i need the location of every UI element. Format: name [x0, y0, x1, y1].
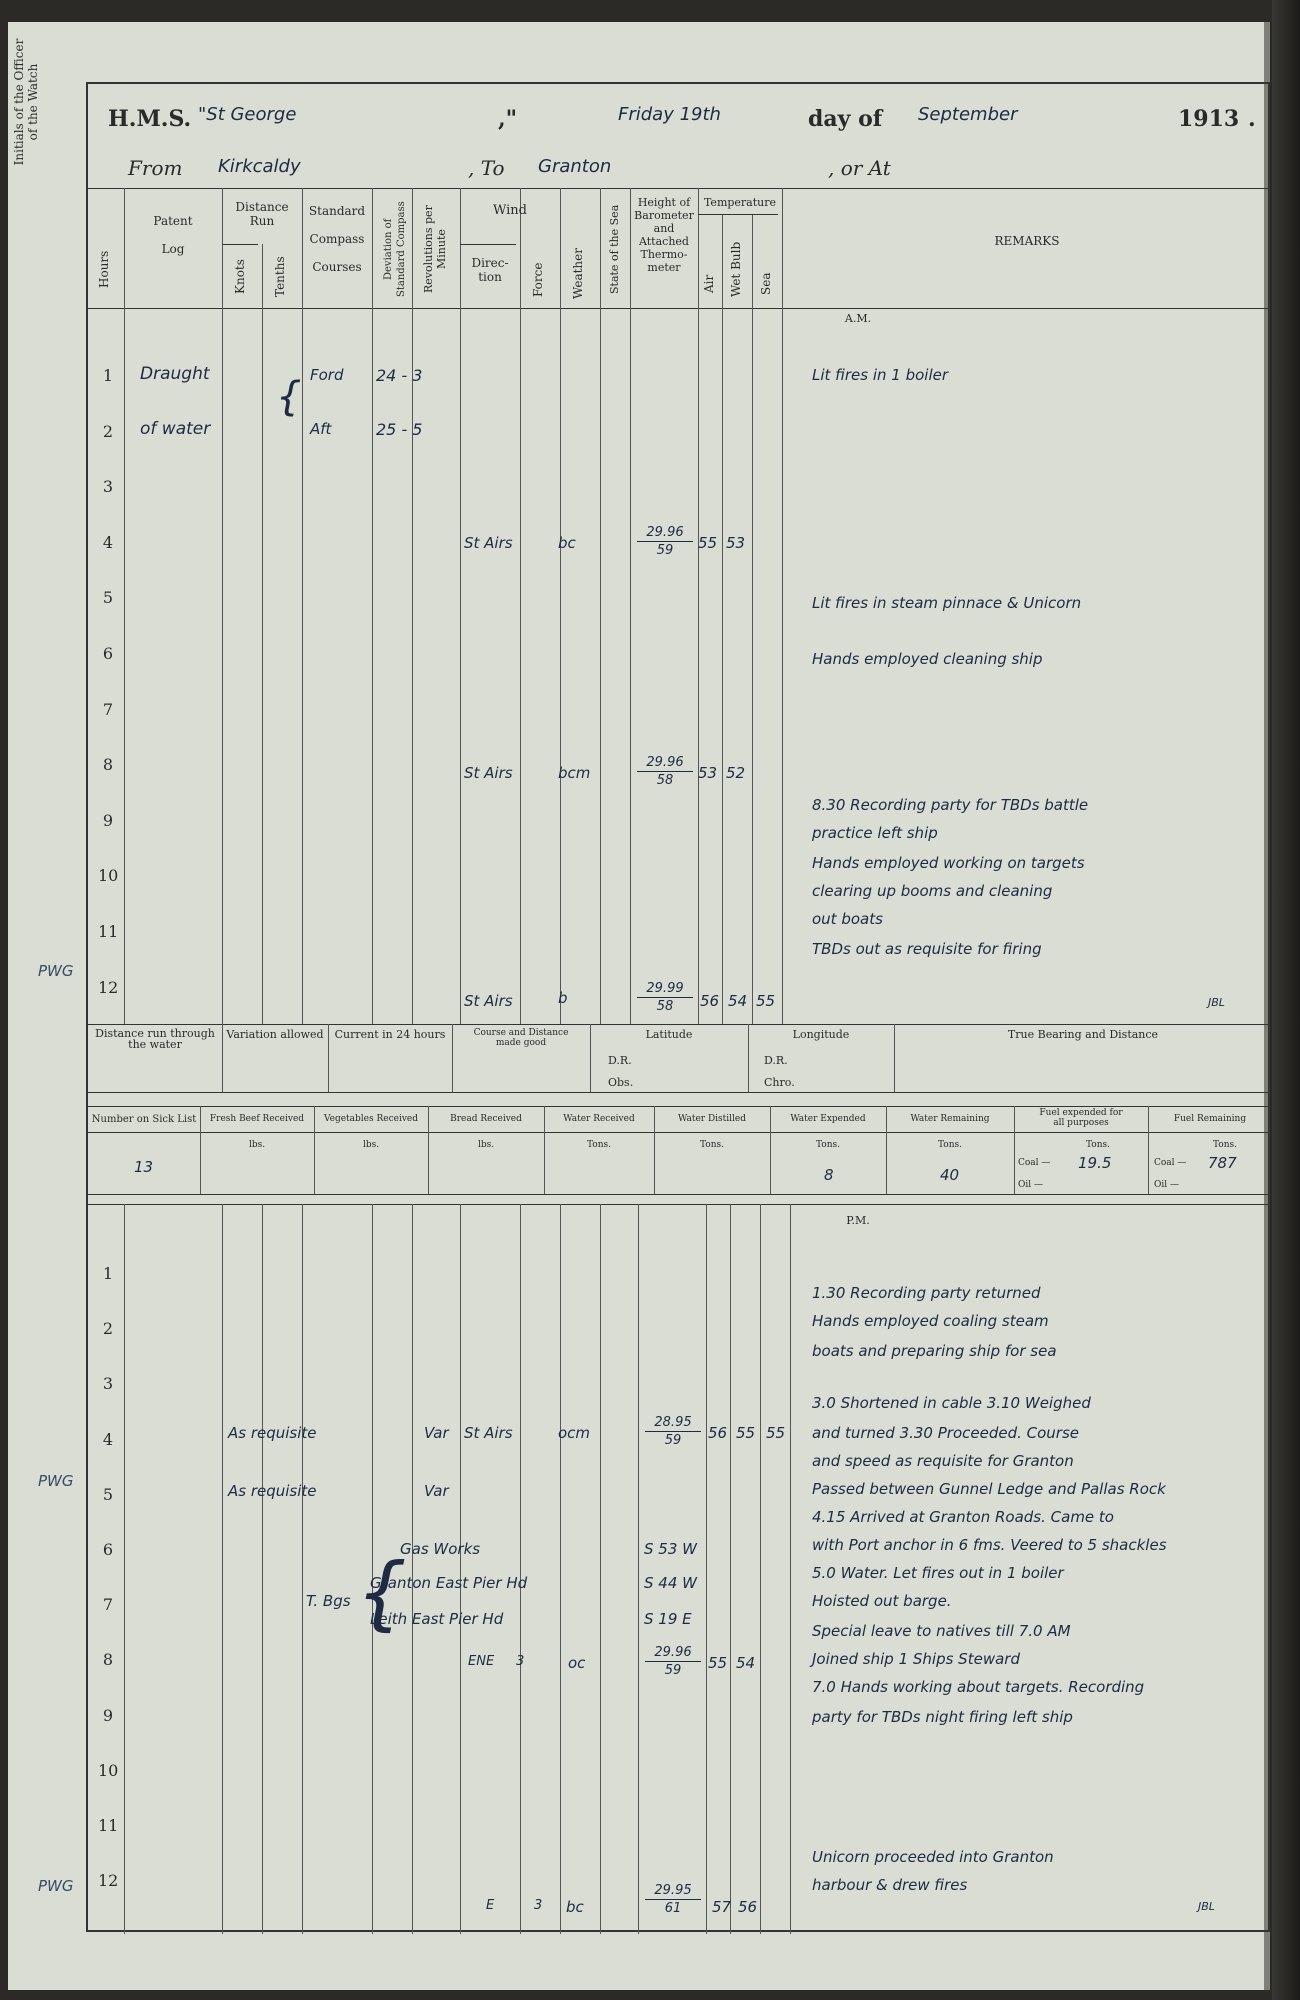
fuel-remaining-value: 787 — [1208, 1154, 1237, 1172]
hour-label: 8 — [102, 1650, 114, 1670]
am-water-label: of water — [140, 419, 211, 439]
pm-label: P.M. — [846, 1214, 870, 1227]
log-table: H.M.S. "St George ," Friday 19th day of September 1913 . From Kirkcaldy , To Granton , or At Hours Patent Log Distance Run Knots Tenths Standard Compass Courses Deviation of Standard Compass Revolutions per Minute Wind Direc- tion Force Weather State of the Sea Height of Barometer and Attached Thermo- meter Temperature Air Wet Bulb Sea REMARKS A.M. 1 2 3 4 5 6 7 8 9 10 11 12 Draught of water { Ford Aft 24 - 3 25 - 5 St Airs bc 29.96 59 55 53 St Airs bcm 29.96 58 53 52 St Airs b 29.99 58 56 54 55 Lit fires in 1 boiler Lit fires in steam pinnace & Unicorn Hands employed cleaning ship 8.30 Recording party for TBDs battle practice left ship Hands employed working on targets clearing up booms and cleaning out boats TBDs out as requisite for firing JBL Distance run through the water Variation allowed Current in 24 hours Course and Distance made good Latitude Longitude True Bearing and Distance D.R. Obs. D.R. Chro. Number on Sick List Fresh Beef Received Vegetables Received Bread Received Water Received Water Distilled Water Expended Water Remaining Fuel expended for all purposes Fuel Remaining lbs. lbs. lbs. Tons. Tons. Tons. Tons. Tons. Tons. Coal — Oil — Coal — Oil — 13 8 40 19.5 787 P.M. 1 2 3 4 5 6 7 8 9 10 11 12 As requisite Var St Airs ocm 28.95 59 56 55 55 As requisite Var T. Bgs { Gas Works S 53 W Granton East Pier Hd S 44 W Leith East Pier Hd S 19 E ENE 3 oc 29.96 59 55 54 E 3 bc 29.95 61 57 56 1.30 Recording party returned Hands employed coaling steam boats and preparing ship for sea 3.0 Shortened in cable 3.10 Weighed and turned 3.30 Proceeded. Course and speed as requisite for Granton Passed between Gunnel Ledge and Pallas Rock 4.15 Arrived at Granton Roads. Came to with Port anchor in 6 fms. Veered to 5 shackles 5.0 Water. Let fires out in 1 boiler Hoisted out barge. Special leave to natives till 7.0 AM Joined ship 1 Ships Steward 7.0 Hands working about targets. Recording party for TBDs night firing left ship Unicorn proceeded into Granton harbour & drew fires JBL — [86, 82, 1270, 1932]
am-fore-label: Ford — [310, 366, 344, 384]
pm-remark: Unicorn proceeded into Granton — [812, 1848, 1054, 1866]
col-knots: Knots — [233, 259, 247, 295]
pm-remark: Passed between Gunnel Ledge and Pallas Rock — [812, 1480, 1166, 1498]
col-air: Air — [702, 274, 716, 294]
book-spine — [1272, 0, 1300, 2000]
am-initials: PWG — [38, 962, 74, 980]
pm-remark: and turned 3.30 Proceeded. Course — [812, 1424, 1080, 1442]
hour-label: 4 — [102, 532, 114, 552]
col-deviation: Deviation of Standard Compass — [383, 201, 407, 297]
hour-label: 10 — [98, 866, 119, 886]
pm-remark: and speed as requisite for Granton — [812, 1452, 1074, 1470]
am-baro-4: 29.96 59 — [637, 524, 693, 559]
col-patent-log: Patent Log — [153, 214, 193, 256]
hour-label: 3 — [102, 1374, 114, 1394]
hour-label: 9 — [102, 810, 114, 830]
hour-label: 3 — [102, 477, 114, 497]
pm-baro-12: 29.95 61 — [645, 1882, 701, 1917]
col-sea: Sea — [759, 272, 773, 296]
hour-label: 1 — [102, 1264, 114, 1283]
col-hours: Hours — [97, 250, 111, 288]
col-state-of-sea: State of the Sea — [608, 204, 621, 294]
hour-label: 1 — [102, 366, 114, 385]
hour-label: 9 — [102, 1705, 114, 1725]
pm-baro-8: 29.96 59 — [645, 1644, 701, 1679]
am-remark: TBDs out as requisite for firing — [812, 940, 1042, 958]
am-remark: 8.30 Recording party for TBDs battle — [812, 796, 1089, 814]
water-remaining-value: 40 — [940, 1166, 960, 1184]
col-temperature: Temperature — [703, 196, 777, 209]
am-remark: Lit fires in 1 boiler — [812, 366, 949, 384]
hour-label: 2 — [102, 1319, 114, 1339]
pm-remark: Hoisted out barge. — [812, 1592, 952, 1610]
hour-label: 8 — [102, 755, 114, 775]
sick-list-value: 13 — [134, 1158, 154, 1176]
col-wind: Wind — [493, 203, 527, 218]
month-entry: September — [918, 104, 1018, 125]
col-standard-compass: Standard Compass Courses — [308, 204, 366, 274]
pm-remark: 1.30 Recording party returned — [812, 1284, 1041, 1302]
am-label: A.M. — [844, 312, 872, 325]
am-aft-label: Aft — [310, 420, 332, 438]
hour-label: 7 — [102, 1595, 114, 1615]
pm-remark: 3.0 Shortened in cable 3.10 Weighed — [812, 1394, 1091, 1412]
hour-label: 11 — [98, 922, 119, 941]
am-remark: Hands employed working on targets — [812, 854, 1085, 872]
am-remark: practice left ship — [812, 824, 938, 842]
pm-remark: party for TBDs night firing left ship — [812, 1708, 1073, 1726]
am-remark: Lit fires in steam pinnace & Unicorn — [812, 594, 1082, 612]
am-signature: JBL — [1208, 996, 1225, 1009]
pm-remark: harbour & drew fires — [812, 1876, 968, 1894]
pm-initials-1: PWG — [38, 1472, 74, 1490]
hour-label: 4 — [102, 1429, 114, 1449]
col-remarks: REMARKS — [994, 234, 1060, 248]
day-entry: Friday 19th — [618, 104, 721, 125]
am-aft-value: 25 - 5 — [376, 420, 423, 439]
pm-signature: JBL — [1198, 1900, 1215, 1913]
pm-remark: Special leave to natives till 7.0 AM — [812, 1622, 1071, 1640]
to-place: Granton — [538, 156, 612, 177]
pm-remark: with Port anchor in 6 fms. Veered to 5 shackles — [812, 1536, 1167, 1554]
am-baro-12: 29.99 58 — [637, 980, 693, 1015]
col-wind-direction: Direc- tion — [471, 256, 509, 284]
hour-label: 12 — [98, 1871, 119, 1891]
pm-remark: boats and preparing ship for sea — [812, 1342, 1057, 1360]
ship-name: "St George — [198, 104, 297, 125]
water-expended-value: 8 — [824, 1166, 834, 1184]
hour-label: 12 — [98, 977, 119, 997]
from-place: Kirkcaldy — [218, 156, 301, 177]
pm-initials-2: PWG — [38, 1877, 74, 1895]
am-remark: out boats — [812, 910, 883, 928]
hour-label: 5 — [102, 588, 114, 608]
hour-label: 10 — [98, 1760, 119, 1780]
hour-label: 6 — [102, 1540, 114, 1559]
pm-baro-4: 28.95 59 — [645, 1414, 701, 1449]
am-draught-label: Draught — [140, 364, 210, 384]
col-revolutions: Revolutions per Minute — [422, 205, 448, 293]
pm-remark: 7.0 Hands working about targets. Recording — [812, 1678, 1145, 1696]
am-baro-8: 29.96 58 — [637, 754, 693, 789]
pm-remark: 5.0 Water. Let fires out in 1 boiler — [812, 1564, 1064, 1582]
fuel-expended-value: 19.5 — [1078, 1154, 1112, 1172]
year: 1913 — [1178, 106, 1240, 132]
col-wet-bulb: Wet Bulb — [729, 241, 743, 297]
log-page — [8, 22, 1270, 1990]
hour-label: 6 — [102, 644, 114, 663]
hour-label: 7 — [102, 699, 114, 719]
am-fore-value: 24 - 3 — [376, 366, 423, 385]
col-distance-run: Distance Run — [235, 200, 289, 228]
am-remark: Hands employed cleaning ship — [812, 650, 1043, 668]
hour-label: 5 — [102, 1484, 114, 1504]
hour-label: 2 — [102, 421, 114, 441]
col-weather: Weather — [571, 248, 585, 300]
col-tenths: Tenths — [273, 256, 287, 298]
pm-remark: 4.15 Arrived at Granton Roads. Came to — [812, 1508, 1114, 1526]
pm-remark: Joined ship 1 Ships Steward — [812, 1650, 1020, 1668]
col-barometer: Height of Barometer and Attached Thermo- meter — [634, 196, 694, 274]
hour-label: 11 — [98, 1816, 119, 1835]
col-wind-force: Force — [531, 262, 545, 298]
pm-remark: Hands employed coaling steam — [812, 1312, 1049, 1330]
am-remark: clearing up booms and cleaning — [812, 882, 1053, 900]
officer-initials-label: Initials of the Officer of the Watch — [12, 38, 40, 166]
